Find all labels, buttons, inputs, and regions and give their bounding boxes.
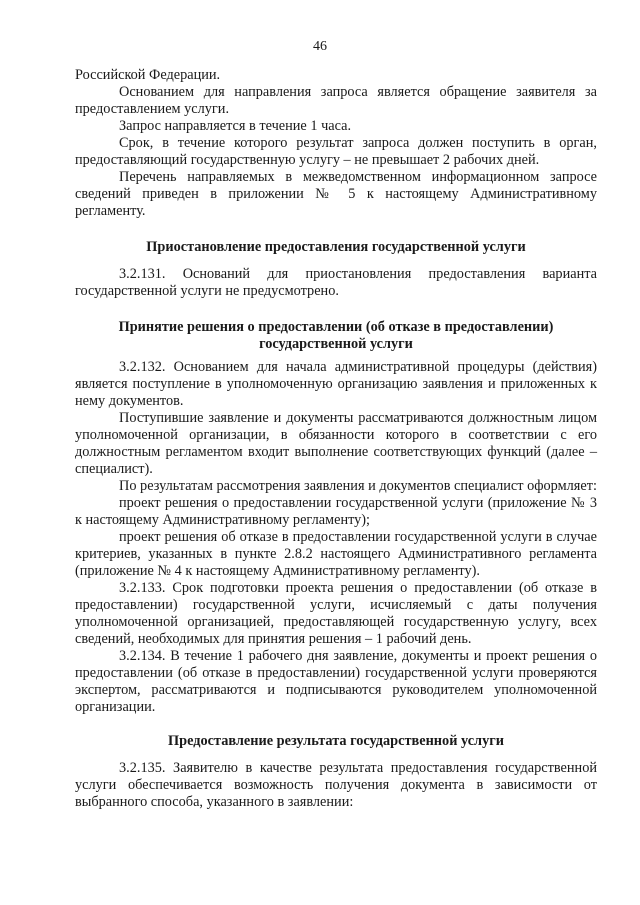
section-heading: Принятие решения о предоставлении (об отказе в предоставлении) государственной услуги	[118, 319, 554, 352]
paragraph: проект решения об отказе в предоставлении государственной услуги в случае критериев, указанных в пункте 2.8.2 настоящего Административного регламента (приложение № 4 к настоящему Административному регламенту).	[75, 529, 597, 579]
paragraph: Основанием для направления запроса является обращение заявителя за предоставлением услуги.	[75, 84, 597, 117]
section-heading: Приостановление предоставления государственной услуги	[146, 239, 526, 255]
section-heading: Предоставление результата государственной услуги	[168, 733, 504, 749]
paragraph: Срок, в течение которого результат запроса должен поступить в орган, предоставляющий государственную услугу – не превышает 2 рабочих дней.	[75, 135, 597, 168]
paragraph: По результатам рассмотрения заявления и документов специалист оформляет:	[119, 478, 597, 494]
paragraph: 3.2.135. Заявителю в качестве результата предоставления государственной услуги обеспечивается возможность получения документа в зависимости от выбранного способа, указанного в заявлении:	[75, 760, 597, 810]
paragraph: 3.2.131. Оснований для приостановления предоставления варианта государственной услуги не предусмотрено.	[75, 266, 597, 299]
paragraph: 3.2.132. Основанием для начала административной процедуры (действия) является поступление в уполномоченную организацию заявления и приложенных к нему документов.	[75, 359, 597, 409]
paragraph: Запрос направляется в течение 1 часа.	[119, 118, 352, 134]
paragraph: Поступившие заявление и документы рассматриваются должностным лицом уполномоченной организации, в обязанности которого в соответствии с его должностным регламентом входит выполнение соответствующих функций (далее – специалист).	[75, 410, 597, 477]
page-number: 46	[313, 39, 327, 54]
document-body	[75, 67, 597, 811]
paragraph: Перечень направляемых в межведомственном информационном запросе сведений приведен в приложении № 5 к настоящему Административному регламенту.	[75, 169, 597, 219]
paragraph: 3.2.134. В течение 1 рабочего дня заявление, документы и проект решения о предоставлении (об отказе в предоставлении) государственной услуги проверяются экспертом, рассматриваются и подписываются руководителем уполномоченной организации.	[75, 648, 597, 715]
paragraph: проект решения о предоставлении государственной услуги (приложение № 3 к настоящему Административному регламенту);	[75, 495, 597, 528]
paragraph: 3.2.133. Срок подготовки проекта решения о предоставлении (об отказе в предоставлении) государственной услуги, исчисляемый с даты получения уполномоченной организацией, предоставляющей государственную услугу, всех сведений, необходимых для принятия решения – 1 рабочий день.	[75, 580, 597, 647]
paragraph: Российской Федерации.	[75, 67, 221, 83]
